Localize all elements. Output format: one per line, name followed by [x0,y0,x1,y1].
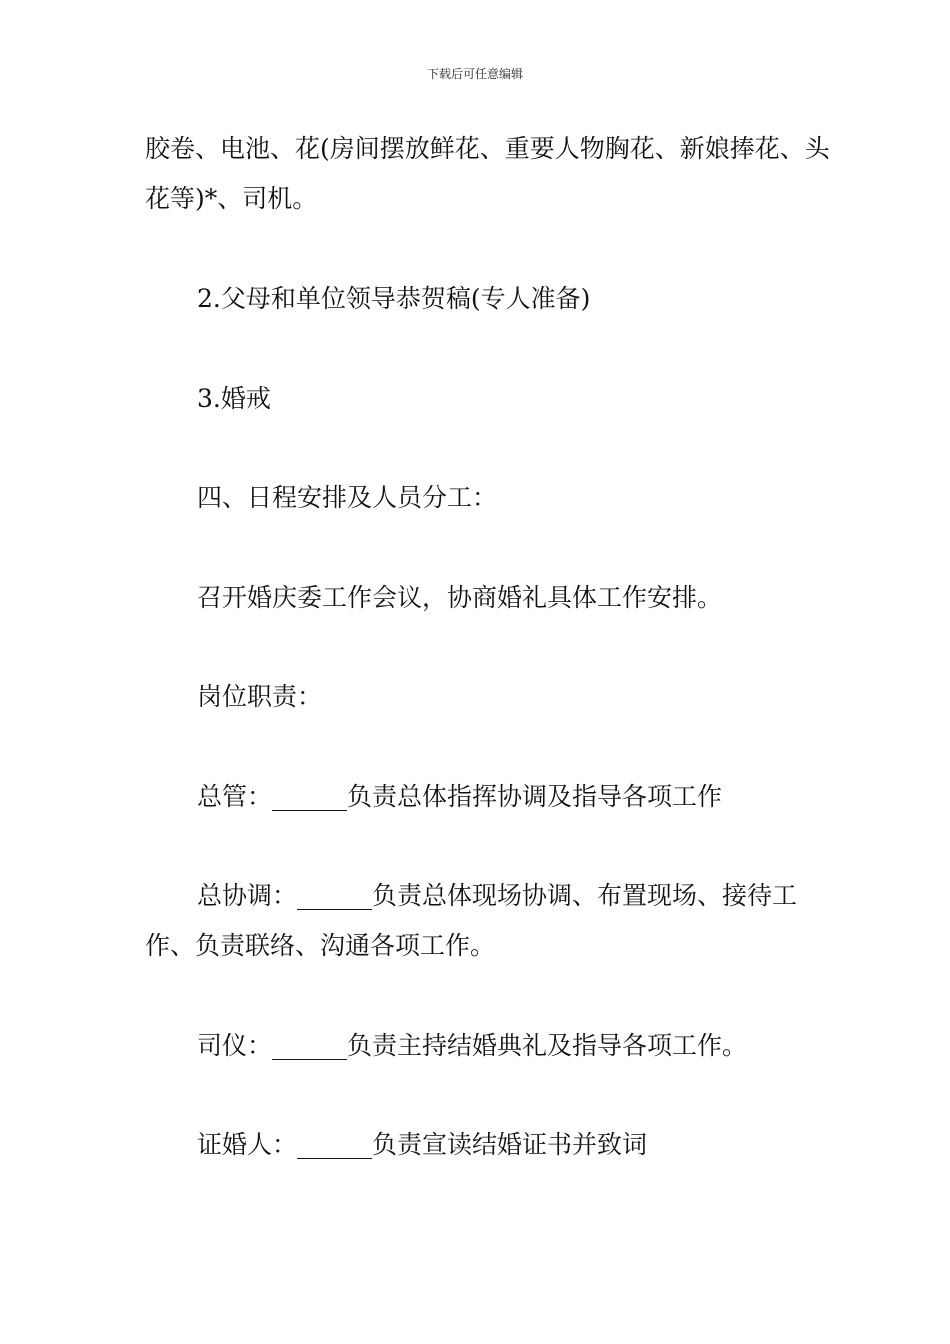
paragraph-manager: 总管：______负责总体指挥协调及指导各项工作 [197,782,723,811]
header-note: 下载后可任意编辑 [426,67,523,81]
paragraph-duties-heading: 岗位职责： [197,682,323,711]
paragraph-mc: 司仪：______负责主持结婚典礼及指导各项工作。 [197,1031,748,1060]
section-heading-schedule: 四、日程安排及人员分工： [197,483,498,512]
paragraph-witness: 证婚人：______负责宣读结婚证书并致词 [197,1130,648,1159]
paragraph-coordinator: 总协调：______负责总体现场协调、布置现场、接待工作、负责联络、沟通各项工作。 [145,881,798,960]
paragraph-continuation: 胶卷、电池、花(房间摆放鲜花、重要人物胸花、新娘捧花、头花等)*、司机。 [145,134,830,213]
paragraph-meeting: 召开婚庆委工作会议，协商婚礼具体工作安排。 [197,583,723,612]
paragraph-item-2: 2.父母和单位领导恭贺稿(专人准备) [197,284,591,313]
paragraph-item-3: 3.婚戒 [197,384,271,413]
